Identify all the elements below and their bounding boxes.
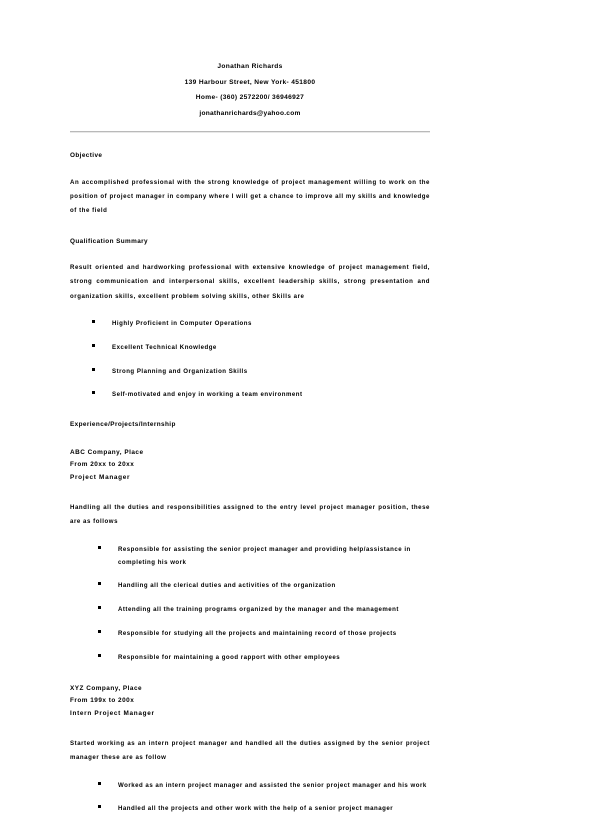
resume-content [70, 64, 430, 827]
company-name: ABC Company, Place [70, 448, 144, 456]
bullet-icon [98, 630, 101, 633]
job-duties-list [70, 544, 430, 665]
bullet-icon [98, 606, 101, 609]
bullet-icon [92, 320, 95, 323]
job-title: Intern Project Manager [70, 710, 155, 718]
company-name: XYZ Company, Place [70, 684, 143, 692]
experience-entry-abc [70, 447, 430, 665]
objective-section [70, 153, 430, 218]
experience-entry-xyz [70, 683, 430, 817]
list-item-label: Self-motivated and enjoy in working a team environment [112, 391, 303, 399]
list-item-label: Responsible for assisting the senior project manager and providing help/assistance in completing his work [118, 545, 411, 566]
list-item-label: Handling all the clerical duties and activities of the organization [118, 582, 336, 590]
list-item [70, 389, 430, 402]
list-item-label: Excellent Technical Knowledge [112, 343, 217, 351]
job-duties-list [70, 780, 430, 817]
job-summary: Handling all the duties and responsibilities assigned to the entry level project manager position, these are as follows [70, 504, 430, 526]
resume-header [70, 64, 430, 117]
bullet-icon [98, 582, 101, 585]
job-title: Project Manager [70, 474, 131, 482]
objective-body: An accomplished professional with the strong knowledge of project management willing to work on the position of project manager in company where I will get a chance to improve all my skills and knowledge of the field [70, 178, 430, 215]
list-item [70, 604, 430, 617]
list-item [70, 544, 430, 570]
list-item-label: Highly Proficient in Computer Operations [112, 320, 252, 328]
employment-dates: From 199x to 200x [70, 697, 135, 705]
list-item-label: Responsible for maintaining a good rapport with other employees [118, 653, 341, 661]
bullet-icon [92, 391, 95, 394]
bullet-icon [98, 805, 101, 808]
list-item [70, 780, 430, 793]
list-item [70, 803, 430, 816]
bullet-icon [98, 782, 101, 785]
list-item-label: Strong Planning and Organization Skills [112, 367, 248, 375]
qualification-summary-section [70, 239, 430, 403]
list-item [70, 366, 430, 379]
experience-section [70, 422, 430, 816]
list-item-label: Attending all the training programs organized by the manager and the management [118, 606, 399, 614]
bullet-icon [92, 344, 95, 347]
candidate-email: jonathanrichards@yahoo.com [199, 109, 301, 117]
employment-dates: From 20xx to 20xx [70, 461, 135, 469]
list-item [70, 652, 430, 665]
bullet-icon [98, 654, 101, 657]
candidate-phone: Home- (360) 2572200/ 36946927 [195, 94, 305, 102]
skills-list [70, 318, 430, 402]
bullet-icon [92, 368, 95, 371]
list-item [70, 580, 430, 593]
list-item [70, 318, 430, 331]
candidate-address: 139 Harbour Street, New York- 451800 [184, 78, 316, 86]
experience-heading: Experience/Projects/Internship [70, 421, 176, 429]
candidate-name: Jonathan Richards [217, 63, 283, 70]
header-divider [70, 131, 430, 133]
list-item [70, 628, 430, 641]
qualification-summary-body: Result oriented and hardworking professional with extensive knowledge of project management field, strong communication and interpersonal skills, excellent leadership skills, strong presentation and organization skills, excellent problem solving skills, other Skills are [70, 264, 430, 300]
list-item [70, 342, 430, 355]
list-item-label: Worked as an intern project manager and assisted the senior project manager and his work [118, 781, 427, 789]
list-item-label: Handled all the projects and other work with the help of a senior project manager [118, 805, 394, 813]
qualification-summary-heading: Qualification Summary [70, 237, 149, 245]
job-summary: Started working as an intern project manager and handled all the duties assigned by the senior project manager these are as follow [70, 739, 430, 762]
list-item-label: Responsible for studying all the projects and maintaining record of those projects [118, 629, 397, 637]
objective-heading: Objective [70, 152, 103, 160]
bullet-icon [98, 546, 101, 549]
